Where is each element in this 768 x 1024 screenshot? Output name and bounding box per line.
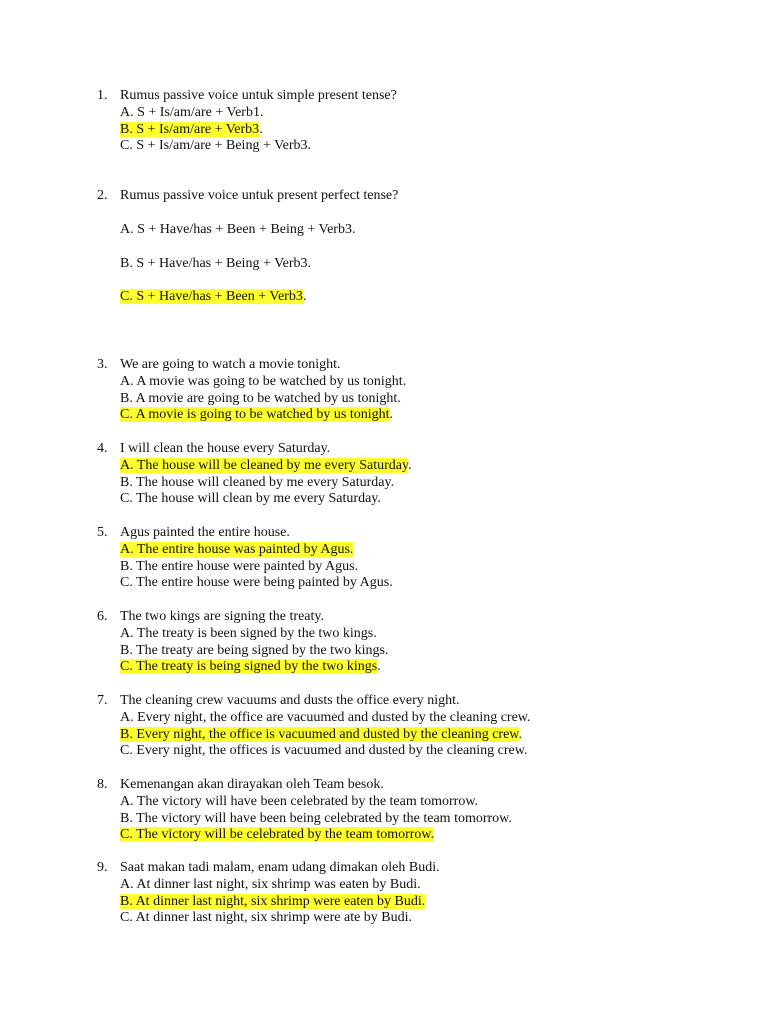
- question-prompt: Rumus passive voice untuk simple present tense?: [120, 88, 397, 103]
- option-end: .: [354, 558, 359, 574]
- option-end: .: [389, 407, 393, 423]
- option-end: .: [408, 910, 413, 926]
- option-end: .: [518, 726, 522, 742]
- answer-option: [97, 727, 697, 744]
- answer-option: [97, 659, 697, 676]
- answer-option: [97, 643, 697, 660]
- answer-option: [97, 894, 697, 911]
- option-text: A. A movie was going to be watched by us tonight: [120, 373, 403, 389]
- option-end: .: [523, 743, 528, 759]
- option-end: .: [508, 810, 512, 826]
- option-end: .: [307, 255, 312, 271]
- answer-option: [97, 407, 697, 424]
- option-text: A. The treaty is been signed by the two kings: [120, 625, 374, 641]
- option-end: .: [259, 121, 263, 137]
- question-prompt: Kemenangan akan dirayakan oleh Team besok.: [120, 777, 384, 792]
- option-text: A. The victory will have been celebrated by the team tomorrow: [120, 793, 475, 809]
- question-number: 8.: [97, 777, 108, 792]
- answer-option: [97, 491, 697, 508]
- option-end: .: [417, 876, 421, 892]
- option-text: C. The house will clean by me every Saturday: [120, 491, 378, 507]
- question-prompt: Saat makan tadi malam, enam udang dimakan oleh Budi.: [120, 860, 440, 875]
- option-text: B. A movie are going to be watched by us tonight: [120, 390, 398, 406]
- answer-option: [97, 626, 697, 643]
- question-prompt: We are going to watch a movie tonight.: [120, 357, 341, 372]
- question-prompt: The two kings are signing the treaty.: [120, 609, 324, 624]
- answer-option: [97, 374, 697, 391]
- question-number: 6.: [97, 609, 108, 624]
- question-number: 7.: [97, 693, 108, 708]
- question-number: 3.: [97, 357, 108, 372]
- answer-option: [97, 458, 697, 475]
- option-end: .: [373, 625, 377, 641]
- highlighted-answer: A. The house will be cleaned by me every Saturday: [120, 457, 409, 473]
- answer-option: [97, 256, 697, 273]
- option-text: C. Every night, the offices is vacuumed and dusted by the cleaning crew: [120, 743, 524, 759]
- question-4: [97, 441, 697, 508]
- option-text: B. S + Have/has + Being + Verb3: [120, 255, 308, 271]
- question-number: 2.: [97, 188, 108, 203]
- highlighted-answer: C. The victory will be celebrated by the team tomorrow.: [120, 827, 435, 843]
- answer-option: [97, 289, 697, 306]
- answer-option: [97, 794, 697, 811]
- option-end: .: [351, 221, 356, 237]
- question-prompt: Agus painted the entire house.: [120, 525, 290, 540]
- question-7: [97, 693, 697, 760]
- question-prompt: I will clean the house every Saturday.: [120, 441, 331, 456]
- question-number: 1.: [97, 88, 108, 103]
- answer-option: [97, 391, 697, 408]
- question-8: [97, 777, 697, 844]
- option-text: A. At dinner last night, six shrimp was eaten by Budi: [120, 876, 418, 892]
- answer-option: [97, 105, 697, 122]
- answer-option: [97, 743, 697, 760]
- option-end: .: [377, 491, 381, 507]
- answer-option: [97, 475, 697, 492]
- answer-option: [97, 222, 697, 239]
- option-end: .: [377, 659, 381, 675]
- option-text: B. The victory will have been being celebrated by the team tomorrow: [120, 810, 509, 826]
- option-end: .: [527, 709, 531, 725]
- question-number: 4.: [97, 441, 108, 456]
- highlighted-answer: C. A movie is going to be watched by us tonight: [120, 407, 390, 423]
- question-1: [97, 88, 697, 155]
- answer-option: [97, 877, 697, 894]
- option-text: C. At dinner last night, six shrimp were ate by Budi: [120, 910, 409, 926]
- answer-option: [97, 542, 697, 559]
- highlighted-answer: C. S + Have/has + Been + Verb3: [120, 289, 303, 305]
- option-text: A. Every night, the office are vacuumed and dusted by the cleaning crew: [120, 709, 528, 725]
- option-text: B. The house will cleaned by me every Saturday: [120, 474, 391, 490]
- question-2: [97, 188, 697, 306]
- question-3: [97, 357, 697, 424]
- option-end: .: [307, 138, 312, 154]
- highlighted-answer: A. The entire house was painted by Agus.: [120, 541, 354, 557]
- question-prompt: Rumus passive voice untuk present perfect tense?: [120, 188, 399, 203]
- highlighted-answer: B. Every night, the office is vacuumed and dusted by the cleaning crew: [120, 726, 519, 742]
- answer-option: [97, 559, 697, 576]
- option-text: A. S + Is/am/are + Verb1: [120, 104, 260, 120]
- option-end: .: [408, 457, 412, 473]
- option-end: .: [389, 575, 393, 591]
- answer-option: [97, 910, 697, 927]
- highlighted-answer: B. S + Is/am/are + Verb3: [120, 121, 260, 137]
- answer-option: [97, 811, 697, 828]
- option-text: B. The entire house were painted by Agus: [120, 558, 355, 574]
- option-text: C. S + Is/am/are + Being + Verb3: [120, 138, 308, 154]
- highlighted-answer: B. At dinner last night, six shrimp were eaten by Budi.: [120, 893, 426, 909]
- option-end: .: [390, 474, 395, 490]
- option-text: B. The treaty are being signed by the two kings: [120, 642, 385, 658]
- answer-option: [97, 575, 697, 592]
- question-6: [97, 609, 697, 676]
- option-text: C. The entire house were being painted by Agus: [120, 575, 390, 591]
- question-number: 9.: [97, 860, 108, 875]
- question-number: 5.: [97, 525, 108, 540]
- option-end: .: [302, 289, 307, 305]
- highlighted-answer: C. The treaty is being signed by the two kings: [120, 659, 378, 675]
- question-9: [97, 860, 697, 927]
- answer-option: [97, 138, 697, 155]
- answer-option: [97, 710, 697, 727]
- option-end: .: [397, 390, 401, 406]
- option-end: .: [402, 373, 407, 389]
- question-5: [97, 525, 697, 592]
- option-end: .: [259, 104, 264, 120]
- question-prompt: The cleaning crew vacuums and dusts the office every night.: [120, 693, 460, 708]
- answer-option: [97, 122, 697, 139]
- answer-option: [97, 827, 697, 844]
- option-end: .: [474, 793, 479, 809]
- option-text: A. S + Have/has + Been + Being + Verb3: [120, 221, 352, 237]
- option-end: .: [384, 642, 389, 658]
